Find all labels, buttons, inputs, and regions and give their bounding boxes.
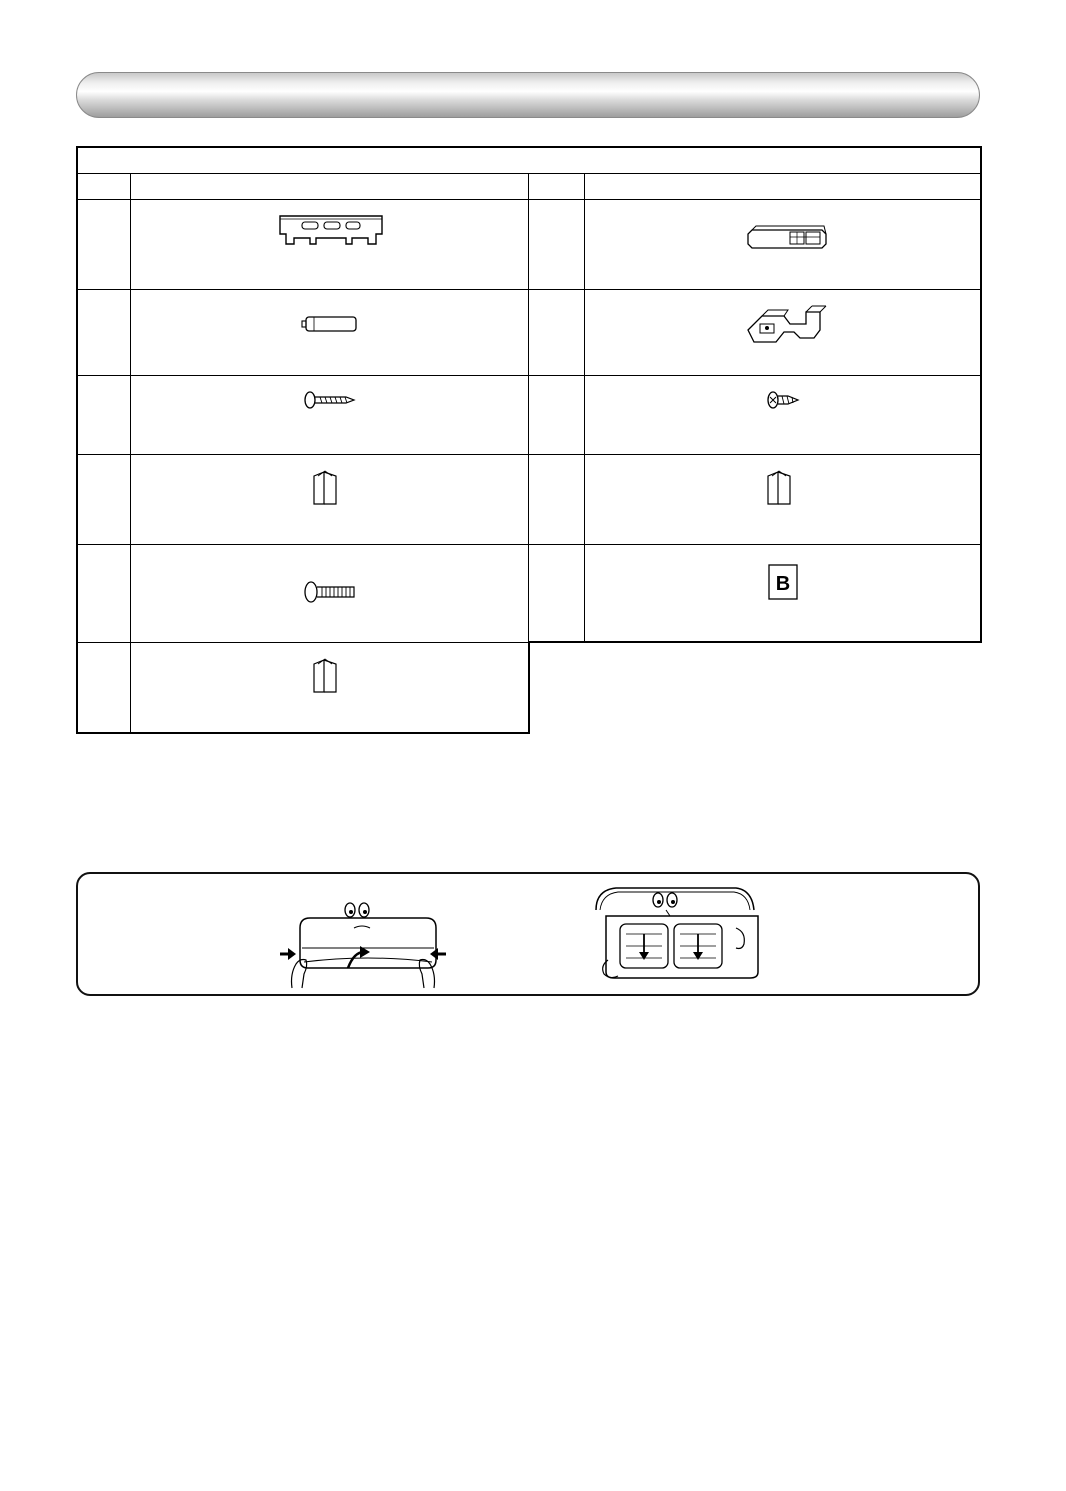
booklet-icon <box>766 468 792 506</box>
booklet-icon <box>312 656 338 694</box>
unit-filter-removal-illustration <box>586 880 766 992</box>
label-b-text: B <box>775 573 791 595</box>
battery-icon <box>300 314 360 334</box>
column-header-no <box>78 174 130 199</box>
section-header-bar <box>76 72 980 118</box>
label-b-icon <box>768 564 798 600</box>
long-screw-icon <box>302 390 358 410</box>
filter-instructions-box <box>76 872 980 996</box>
table-title <box>78 148 978 173</box>
remote-holder-icon <box>744 302 830 346</box>
short-screw-icon <box>766 390 802 410</box>
bolt-icon <box>302 580 358 604</box>
column-header-part-right <box>585 174 980 199</box>
column-header-no-right <box>529 174 584 199</box>
booklet-icon <box>312 468 338 506</box>
remote-control-icon <box>746 222 830 250</box>
column-header-part <box>131 174 528 199</box>
unit-lift-panel-illustration <box>278 888 448 990</box>
mounting-plate-icon <box>276 214 386 248</box>
accessories-table <box>76 146 982 734</box>
